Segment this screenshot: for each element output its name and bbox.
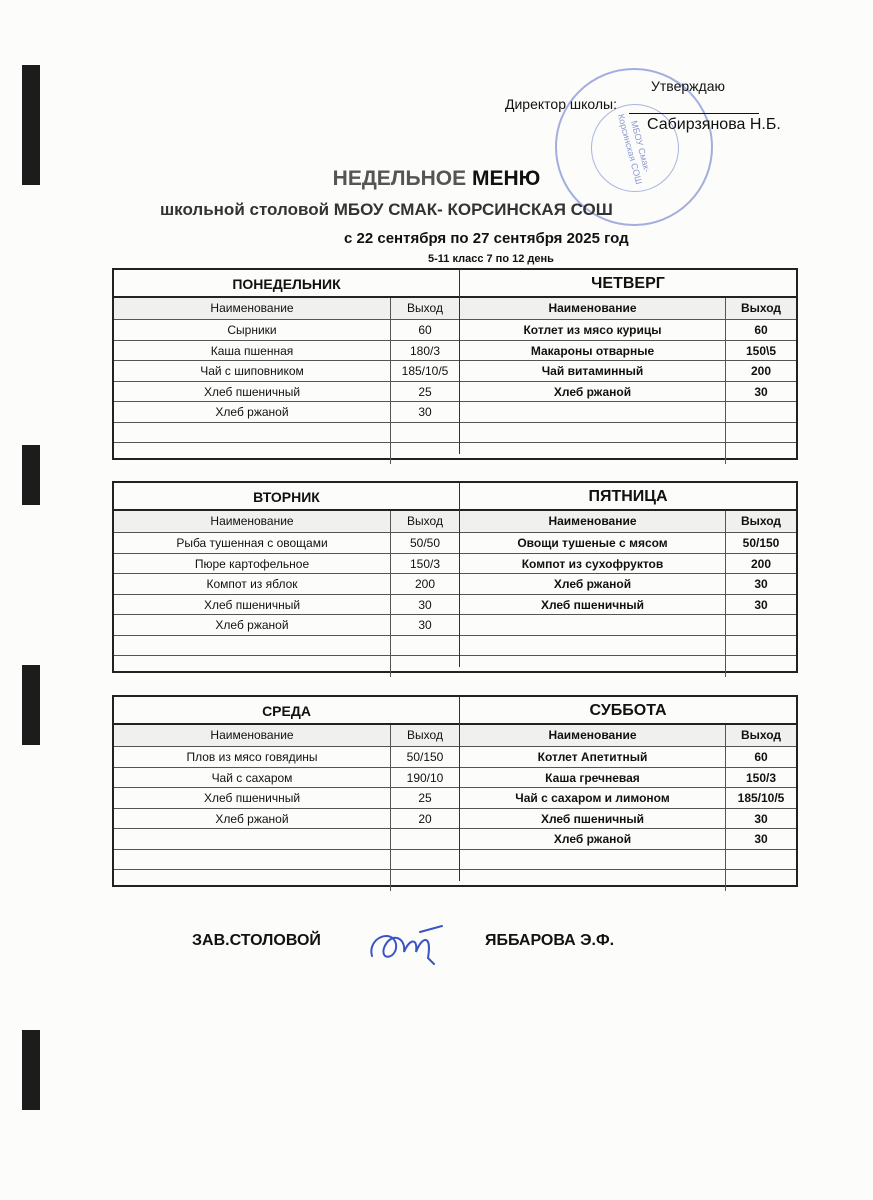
dish-name: Хлеб ржаной	[460, 382, 726, 402]
table-row	[114, 533, 459, 554]
dish-output: 30	[418, 597, 432, 612]
dish-output	[726, 850, 796, 870]
column-header-name: Наименование	[460, 511, 726, 532]
column-header-name: Наименование	[114, 725, 391, 746]
table-row	[114, 574, 459, 595]
dish-name: Сырники	[114, 320, 391, 340]
day-menu-table	[460, 483, 796, 667]
dish-name	[460, 870, 726, 891]
table-row	[460, 615, 796, 636]
dish-output: 50/150	[406, 750, 444, 764]
approve-label: Утверждаю	[651, 78, 725, 94]
table-row	[114, 382, 459, 403]
dish-name: Чай с сахаром и лимоном	[460, 788, 726, 808]
dish-output	[391, 443, 459, 464]
table-row	[460, 382, 796, 403]
dish-output: 190/10	[406, 770, 444, 785]
page-title	[0, 167, 873, 191]
scan-edge-mark	[22, 665, 40, 745]
table-row	[460, 870, 796, 891]
dish-name	[460, 423, 726, 443]
scan-edge-mark	[22, 445, 40, 505]
day-name: ПЯТНИЦА	[460, 483, 796, 511]
dish-name: Плов из мясо говядины	[114, 747, 391, 767]
dish-output: 20	[418, 811, 432, 826]
dish-name: Компот из яблок	[114, 574, 391, 594]
table-row	[460, 320, 796, 341]
day-name: ПОНЕДЕЛЬНИК	[114, 270, 459, 298]
table-row	[460, 341, 796, 362]
table-row	[460, 768, 796, 789]
dish-name	[114, 636, 391, 656]
dish-output	[726, 443, 796, 464]
dish-name	[460, 656, 726, 677]
dish-output: 150/3	[745, 770, 777, 785]
dish-name	[460, 636, 726, 656]
dish-output: 185/10/5	[401, 364, 449, 378]
table-row	[460, 829, 796, 850]
table-row	[114, 768, 459, 789]
dish-name: Каша пшенная	[114, 341, 391, 361]
title-part-2: МЕНЮ	[472, 167, 541, 190]
table-row	[460, 656, 796, 677]
table-row	[114, 788, 459, 809]
table-row	[460, 788, 796, 809]
table-header-row	[460, 725, 796, 747]
dish-name	[460, 443, 726, 464]
dish-name: Котлет Апетитный	[460, 747, 726, 767]
dish-output: 150\5	[745, 343, 777, 358]
day-menu-table	[114, 697, 460, 881]
dish-output	[391, 829, 459, 849]
dish-name	[114, 423, 391, 443]
dish-name: Компот из сухофруктов	[460, 554, 726, 574]
menu-block	[112, 268, 798, 460]
signature-line	[629, 113, 759, 114]
table-row	[460, 443, 796, 464]
day-menu-table	[114, 270, 460, 454]
column-header-name: Наименование	[114, 511, 391, 532]
column-header-output: Выход	[740, 301, 782, 315]
table-row	[460, 595, 796, 616]
table-row	[114, 870, 459, 891]
dish-output: 30	[418, 405, 432, 419]
dish-output	[726, 402, 796, 422]
dish-output: 200	[750, 364, 772, 378]
dish-output: 25	[418, 791, 432, 805]
subtitle: школьной столовой МБОУ СМАК- КОРСИНСКАЯ СОШ	[160, 200, 613, 219]
dish-output: 30	[418, 618, 432, 632]
table-header-row	[460, 511, 796, 533]
table-row	[460, 533, 796, 554]
table-row	[114, 341, 459, 362]
dish-output: 60	[754, 323, 768, 337]
dish-name: Хлеб ржаной	[460, 574, 726, 594]
dish-name: Хлеб ржаной	[460, 829, 726, 849]
dish-output	[726, 423, 796, 443]
dish-output	[391, 656, 459, 677]
dish-output: 30	[754, 577, 768, 591]
dish-output: 50/50	[409, 536, 441, 550]
dish-name: Хлеб ржаной	[114, 809, 391, 829]
table-row	[114, 402, 459, 423]
dish-output: 30	[754, 811, 768, 826]
dish-name: Рыба тушенная с овощами	[114, 533, 391, 553]
dish-name	[114, 850, 391, 870]
dish-output	[391, 870, 459, 891]
dish-name	[114, 443, 391, 464]
table-row	[460, 361, 796, 382]
dish-output: 30	[754, 384, 768, 399]
day-menu-table	[114, 483, 460, 667]
dish-output	[391, 850, 459, 870]
table-row	[114, 615, 459, 636]
table-row	[114, 443, 459, 464]
dish-output	[726, 636, 796, 656]
stamp-text: МБОУ Смак-Корсинская СОШ	[615, 113, 653, 186]
dish-output: 30	[754, 832, 768, 846]
dish-output: 150/3	[409, 556, 441, 571]
table-row	[114, 636, 459, 657]
approval-block	[505, 78, 805, 140]
dish-output: 60	[754, 750, 768, 764]
day-menu-table	[460, 270, 796, 454]
director-label: Директор школы:	[505, 96, 617, 112]
dish-name	[114, 829, 391, 849]
table-header-row	[460, 298, 796, 320]
table-row	[460, 636, 796, 657]
scan-edge-mark	[22, 1030, 40, 1110]
table-row	[460, 423, 796, 444]
table-row	[460, 574, 796, 595]
dish-name: Хлеб пшеничный	[114, 595, 391, 615]
day-name: ЧЕТВЕРГ	[460, 270, 796, 298]
table-row	[114, 320, 459, 341]
class-info: 5-11 класс 7 по 12 день	[428, 253, 554, 265]
dish-output: 200	[414, 577, 436, 591]
menu-block	[112, 695, 798, 887]
director-name: Сабирзянова Н.Б.	[647, 116, 781, 133]
dish-name: Котлет из мясо курицы	[460, 320, 726, 340]
table-row	[114, 595, 459, 616]
dish-output: 200	[750, 556, 772, 571]
dish-name: Овощи тушеные с мясом	[460, 533, 726, 553]
table-row	[114, 747, 459, 768]
date-range: с 22 сентября по 27 сентября 2025 год	[344, 230, 629, 247]
column-header-name: Наименование	[460, 725, 726, 746]
dish-output	[726, 615, 796, 635]
dish-output: 25	[418, 384, 432, 399]
column-header-output: Выход	[740, 728, 782, 742]
day-name: СУББОТА	[460, 697, 796, 725]
menu-block	[112, 481, 798, 673]
table-row	[460, 809, 796, 830]
table-row	[114, 829, 459, 850]
dish-name: Чай витаминный	[460, 361, 726, 381]
dish-name	[114, 656, 391, 677]
table-row	[460, 747, 796, 768]
dish-name	[460, 615, 726, 635]
table-row	[114, 423, 459, 444]
column-header-output: Выход	[740, 514, 782, 528]
table-row	[114, 554, 459, 575]
dish-output	[391, 636, 459, 656]
table-header-row	[114, 511, 459, 533]
dish-name: Макароны отварные	[460, 341, 726, 361]
column-header-output: Выход	[407, 514, 443, 528]
day-name: СРЕДА	[114, 697, 459, 725]
dish-output: 185/10/5	[737, 791, 785, 805]
handwritten-signature	[362, 918, 452, 974]
day-menu-table	[460, 697, 796, 881]
dish-name: Хлеб пшеничный	[460, 595, 726, 615]
table-row	[460, 554, 796, 575]
dish-output: 180/3	[409, 343, 441, 358]
dish-output: 60	[418, 323, 432, 337]
table-row	[114, 809, 459, 830]
table-row	[114, 850, 459, 871]
table-header-row	[114, 725, 459, 747]
dish-output: 30	[754, 597, 768, 612]
table-row	[460, 402, 796, 423]
column-header-output: Выход	[407, 301, 443, 315]
day-name: ВТОРНИК	[114, 483, 459, 511]
dish-output	[726, 870, 796, 891]
column-header-name: Наименование	[460, 298, 726, 319]
dish-name	[114, 870, 391, 891]
table-row	[460, 850, 796, 871]
dish-name: Хлеб пшеничный	[460, 809, 726, 829]
dish-name: Хлеб пшеничный	[114, 382, 391, 402]
dish-name: Чай с сахаром	[114, 768, 391, 788]
column-header-output: Выход	[407, 728, 443, 742]
dish-name: Хлеб пшеничный	[114, 788, 391, 808]
canteen-head-position: ЗАВ.СТОЛОВОЙ	[192, 932, 321, 949]
column-header-name: Наименование	[114, 298, 391, 319]
dish-name	[460, 850, 726, 870]
title-part-1: НЕДЕЛЬНОЕ	[332, 167, 467, 190]
dish-output: 50/150	[742, 536, 780, 550]
table-header-row	[114, 298, 459, 320]
dish-name	[460, 402, 726, 422]
dish-name: Чай с шиповником	[114, 361, 391, 381]
dish-name: Пюре картофельное	[114, 554, 391, 574]
dish-name: Хлеб ржаной	[114, 402, 391, 422]
table-row	[114, 656, 459, 677]
dish-output	[391, 423, 459, 443]
dish-output	[726, 656, 796, 677]
canteen-head-name: ЯББАРОВА Э.Ф.	[485, 932, 615, 949]
table-row	[114, 361, 459, 382]
dish-name: Каша гречневая	[460, 768, 726, 788]
dish-name: Хлеб ржаной	[114, 615, 391, 635]
